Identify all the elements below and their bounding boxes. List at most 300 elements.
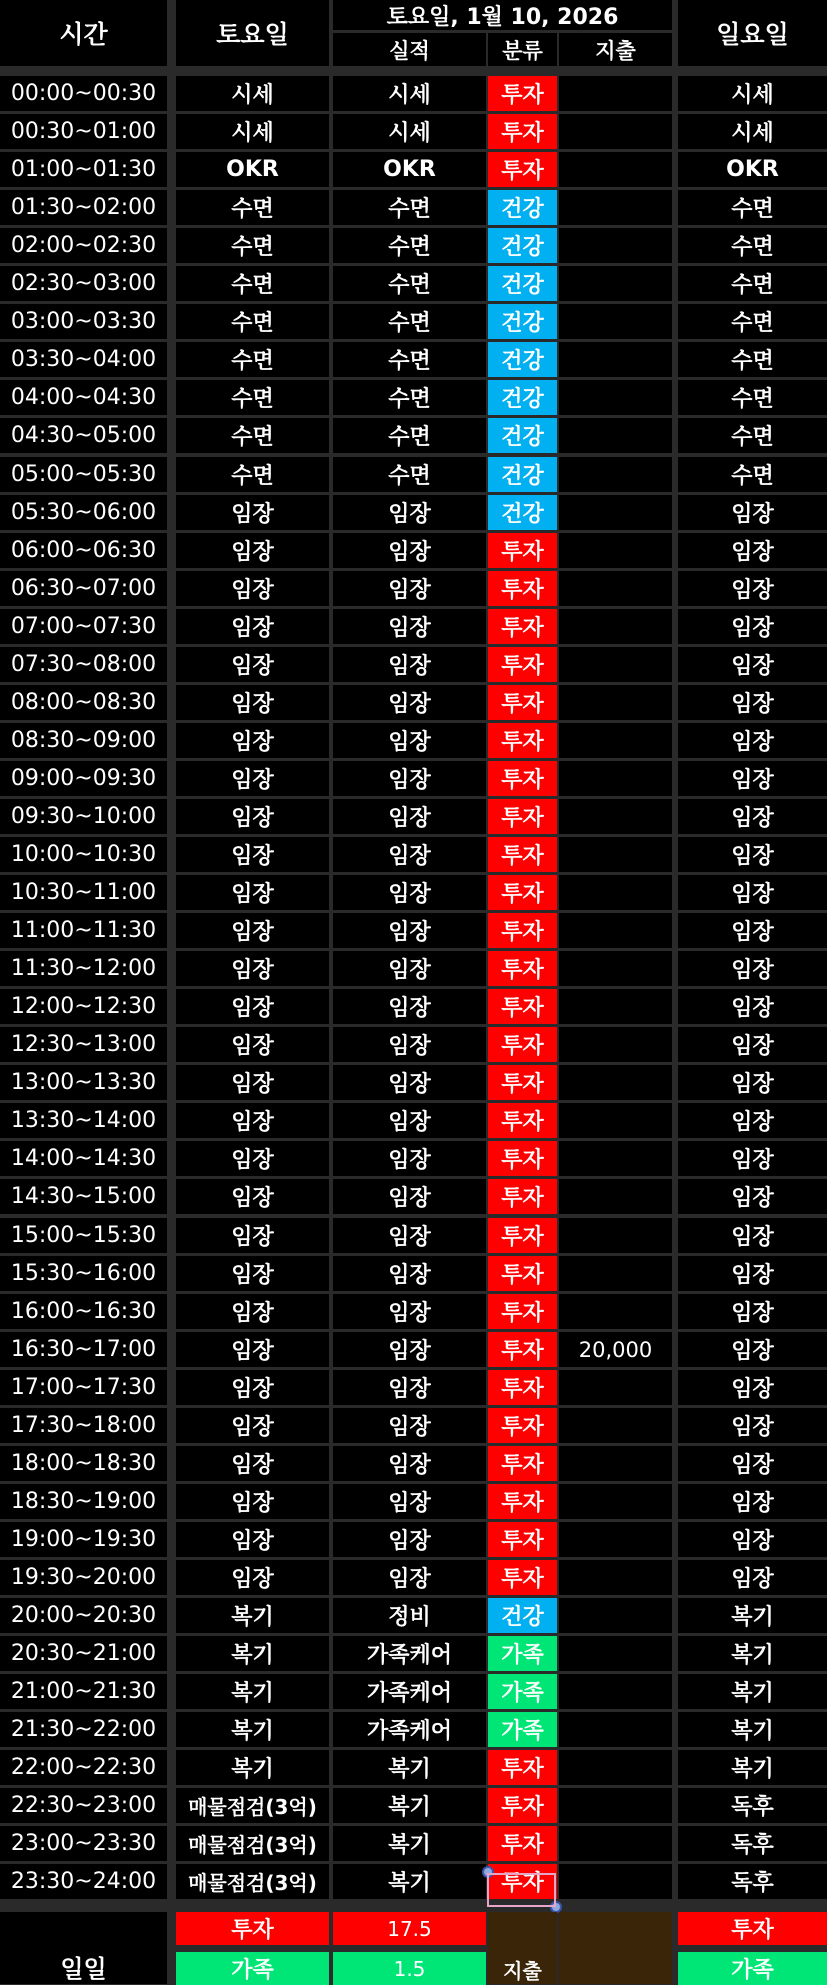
actual-cell[interactable]: 임장 [333, 533, 486, 568]
spending-cell[interactable] [559, 647, 672, 682]
category-tag[interactable]: 투자 [488, 609, 557, 644]
sunday-plan-cell[interactable]: 임장 [678, 1332, 827, 1367]
saturday-plan-cell[interactable]: 임장 [176, 533, 329, 568]
spending-cell[interactable] [559, 342, 672, 377]
saturday-plan-cell[interactable]: 임장 [176, 1179, 329, 1214]
actual-cell[interactable]: 복기 [333, 1788, 486, 1823]
time-slot: 18:00~18:30 [0, 1446, 167, 1481]
saturday-plan-cell[interactable]: 임장 [176, 1065, 329, 1100]
saturday-plan-cell[interactable]: 수면 [176, 304, 329, 339]
spending-cell[interactable]: 20,000 [559, 1332, 672, 1367]
sunday-plan-cell[interactable]: 임장 [678, 723, 827, 758]
category-tag[interactable]: 투자 [488, 1256, 557, 1291]
saturday-plan-cell[interactable]: 임장 [176, 685, 329, 720]
spending-cell[interactable] [559, 1674, 672, 1709]
header-date: 토요일, 1월 10, 2026 [333, 0, 672, 30]
spending-cell[interactable] [559, 1750, 672, 1785]
sunday-plan-cell[interactable]: 임장 [678, 571, 827, 606]
sunday-plan-cell[interactable]: 복기 [678, 1674, 827, 1709]
sunday-plan-cell[interactable]: 임장 [678, 875, 827, 910]
spending-cell[interactable] [559, 152, 672, 187]
sunday-plan-cell[interactable]: 독후 [678, 1788, 827, 1823]
time-slot: 21:00~21:30 [0, 1674, 167, 1709]
actual-cell[interactable]: 수면 [333, 418, 486, 453]
category-tag[interactable]: 투자 [488, 1218, 557, 1253]
time-slot: 04:00~04:30 [0, 380, 167, 415]
spending-cell[interactable] [559, 380, 672, 415]
time-slot: 02:00~02:30 [0, 228, 167, 263]
saturday-plan-cell[interactable]: 수면 [176, 228, 329, 263]
saturday-plan-cell[interactable]: 복기 [176, 1598, 329, 1633]
actual-cell[interactable]: 임장 [333, 1408, 486, 1443]
spending-cell[interactable] [559, 266, 672, 301]
spending-cell[interactable] [559, 723, 672, 758]
summary-sunday-tag: 투자 [678, 1912, 827, 1945]
saturday-plan-cell[interactable]: 임장 [176, 1294, 329, 1329]
time-slot: 16:30~17:00 [0, 1332, 167, 1367]
time-slot: 06:00~06:30 [0, 533, 167, 568]
time-slot: 11:00~11:30 [0, 913, 167, 948]
actual-cell[interactable]: 임장 [333, 495, 486, 530]
sunday-plan-cell[interactable]: 임장 [678, 1027, 827, 1062]
time-slot: 00:30~01:00 [0, 114, 167, 149]
spending-cell[interactable] [559, 228, 672, 263]
time-slot: 03:30~04:00 [0, 342, 167, 377]
spending-cell[interactable] [559, 457, 672, 492]
category-tag[interactable]: 투자 [488, 761, 557, 796]
sunday-plan-cell[interactable]: 임장 [678, 837, 827, 872]
header-saturday: 토요일 [176, 0, 329, 66]
summary-actual-value: 1.5 [333, 1952, 486, 1985]
sunday-plan-cell[interactable]: 임장 [678, 1141, 827, 1176]
saturday-plan-cell[interactable]: 복기 [176, 1712, 329, 1747]
actual-cell[interactable]: 가족케어 [333, 1636, 486, 1671]
time-slot: 22:00~22:30 [0, 1750, 167, 1785]
spending-cell[interactable] [559, 1788, 672, 1823]
category-tag[interactable]: 투자 [488, 647, 557, 682]
sunday-plan-cell[interactable]: 임장 [678, 1446, 827, 1481]
category-tag[interactable]: 투자 [488, 799, 557, 834]
saturday-plan-cell[interactable]: 임장 [176, 913, 329, 948]
sunday-plan-cell[interactable]: 임장 [678, 913, 827, 948]
category-tag[interactable]: 투자 [488, 1560, 557, 1595]
spending-cell[interactable] [559, 609, 672, 644]
sunday-plan-cell[interactable]: 복기 [678, 1636, 827, 1671]
saturday-plan-cell[interactable]: 수면 [176, 266, 329, 301]
actual-cell[interactable]: 임장 [333, 875, 486, 910]
category-tag[interactable]: 투자 [488, 1141, 557, 1176]
category-tag[interactable]: 투자 [488, 1065, 557, 1100]
header-spending: 지출 [559, 33, 672, 66]
actual-cell[interactable]: 임장 [333, 1256, 486, 1291]
category-tag[interactable]: 건강 [488, 495, 557, 530]
category-tag[interactable]: 투자 [488, 1522, 557, 1557]
time-slot: 13:30~14:00 [0, 1103, 167, 1138]
spending-cell[interactable] [559, 1446, 672, 1481]
sunday-plan-cell[interactable]: 수면 [678, 418, 827, 453]
sunday-plan-cell[interactable]: 임장 [678, 1065, 827, 1100]
spending-cell[interactable] [559, 1065, 672, 1100]
category-tag[interactable]: 투자 [488, 1370, 557, 1405]
sunday-plan-cell[interactable]: 복기 [678, 1750, 827, 1785]
sunday-plan-cell[interactable]: 시세 [678, 76, 827, 111]
category-tag[interactable]: 투자 [488, 76, 557, 111]
saturday-plan-cell[interactable]: 임장 [176, 1408, 329, 1443]
time-slot: 23:00~23:30 [0, 1826, 167, 1861]
actual-cell[interactable]: 임장 [333, 989, 486, 1024]
time-slot: 14:00~14:30 [0, 1141, 167, 1176]
category-tag[interactable]: 건강 [488, 266, 557, 301]
summary-saturday-tag: 가족 [176, 1952, 329, 1985]
sunday-plan-cell[interactable]: 수면 [678, 190, 827, 225]
category-tag[interactable]: 건강 [488, 304, 557, 339]
category-tag[interactable]: 투자 [488, 1332, 557, 1367]
saturday-plan-cell[interactable]: 임장 [176, 647, 329, 682]
actual-cell[interactable]: 정비 [333, 1598, 486, 1633]
spending-cell[interactable] [559, 799, 672, 834]
actual-cell[interactable]: 임장 [333, 647, 486, 682]
actual-cell[interactable]: 시세 [333, 76, 486, 111]
saturday-plan-cell[interactable]: 임장 [176, 723, 329, 758]
sunday-plan-cell[interactable]: 독후 [678, 1864, 827, 1899]
saturday-plan-cell[interactable]: 임장 [176, 875, 329, 910]
cell-selection [487, 1873, 556, 1907]
actual-cell[interactable]: 임장 [333, 837, 486, 872]
header-actual: 실적 [333, 33, 486, 66]
spending-cell[interactable] [559, 951, 672, 986]
saturday-plan-cell[interactable]: 임장 [176, 799, 329, 834]
category-tag[interactable]: 투자 [488, 1864, 557, 1899]
actual-cell[interactable]: 임장 [333, 1332, 486, 1367]
saturday-plan-cell[interactable]: 수면 [176, 380, 329, 415]
spending-cell[interactable] [559, 1294, 672, 1329]
sunday-plan-cell[interactable]: 수면 [678, 266, 827, 301]
spending-cell[interactable] [559, 1218, 672, 1253]
category-tag[interactable]: 투자 [488, 1103, 557, 1138]
spending-cell[interactable] [559, 989, 672, 1024]
category-tag[interactable]: 투자 [488, 989, 557, 1024]
saturday-plan-cell[interactable]: 임장 [176, 1218, 329, 1253]
spending-cell[interactable] [559, 1826, 672, 1861]
spending-cell[interactable] [559, 1598, 672, 1633]
saturday-plan-cell[interactable]: 임장 [176, 761, 329, 796]
spending-cell[interactable] [559, 875, 672, 910]
category-tag[interactable]: 투자 [488, 1446, 557, 1481]
spending-cell[interactable] [559, 304, 672, 339]
sunday-plan-cell[interactable]: 수면 [678, 342, 827, 377]
sunday-plan-cell[interactable]: 임장 [678, 951, 827, 986]
sunday-plan-cell[interactable]: 수면 [678, 457, 827, 492]
sunday-plan-cell[interactable]: 독후 [678, 1826, 827, 1861]
category-tag[interactable]: 투자 [488, 1484, 557, 1519]
time-slot: 20:00~20:30 [0, 1598, 167, 1633]
time-slot: 19:00~19:30 [0, 1522, 167, 1557]
time-slot: 15:30~16:00 [0, 1256, 167, 1291]
category-tag[interactable]: 건강 [488, 228, 557, 263]
sunday-plan-cell[interactable]: 임장 [678, 609, 827, 644]
sunday-plan-cell[interactable]: OKR [678, 152, 827, 187]
category-tag[interactable]: 가족 [488, 1674, 557, 1709]
actual-cell[interactable]: 임장 [333, 761, 486, 796]
spending-cell[interactable] [559, 1027, 672, 1062]
actual-cell[interactable]: 임장 [333, 1179, 486, 1214]
actual-cell[interactable]: 임장 [333, 1141, 486, 1176]
actual-cell[interactable]: 임장 [333, 1103, 486, 1138]
saturday-plan-cell[interactable]: 임장 [176, 1141, 329, 1176]
category-tag[interactable]: 가족 [488, 1712, 557, 1747]
category-tag[interactable]: 투자 [488, 913, 557, 948]
time-slot: 16:00~16:30 [0, 1294, 167, 1329]
time-slot: 21:30~22:00 [0, 1712, 167, 1747]
spending-cell[interactable] [559, 1408, 672, 1443]
actual-cell[interactable]: 임장 [333, 1370, 486, 1405]
sunday-plan-cell[interactable]: 수면 [678, 228, 827, 263]
header-time: 시간 [0, 0, 167, 66]
saturday-plan-cell[interactable]: 임장 [176, 837, 329, 872]
actual-cell[interactable]: 시세 [333, 114, 486, 149]
actual-cell[interactable]: 임장 [333, 723, 486, 758]
sunday-plan-cell[interactable]: 임장 [678, 1103, 827, 1138]
summary-spending-total: 지출 [488, 1912, 557, 1984]
time-slot: 06:30~07:00 [0, 571, 167, 606]
category-tag[interactable]: 투자 [488, 114, 557, 149]
spending-cell[interactable] [559, 761, 672, 796]
sunday-plan-cell[interactable]: 임장 [678, 1256, 827, 1291]
spending-cell[interactable] [559, 1370, 672, 1405]
saturday-plan-cell[interactable]: 임장 [176, 1027, 329, 1062]
category-tag[interactable]: 투자 [488, 1826, 557, 1861]
actual-cell[interactable]: 임장 [333, 1446, 486, 1481]
saturday-plan-cell[interactable]: 매물점검(3억) [176, 1788, 329, 1823]
time-slot: 23:30~24:00 [0, 1864, 167, 1899]
actual-cell[interactable]: 임장 [333, 1294, 486, 1329]
spending-cell[interactable] [559, 1560, 672, 1595]
time-slot: 10:30~11:00 [0, 875, 167, 910]
spending-cell[interactable] [559, 1484, 672, 1519]
saturday-plan-cell[interactable]: 임장 [176, 1256, 329, 1291]
spending-cell[interactable] [559, 495, 672, 530]
actual-cell[interactable]: 복기 [333, 1864, 486, 1899]
spending-cell[interactable] [559, 685, 672, 720]
sunday-plan-cell[interactable]: 임장 [678, 799, 827, 834]
spending-cell[interactable] [559, 837, 672, 872]
actual-cell[interactable]: 수면 [333, 266, 486, 301]
time-slot: 22:30~23:00 [0, 1788, 167, 1823]
actual-cell[interactable]: 복기 [333, 1750, 486, 1785]
saturday-plan-cell[interactable]: 수면 [176, 418, 329, 453]
sunday-plan-cell[interactable]: 임장 [678, 761, 827, 796]
sunday-plan-cell[interactable]: 임장 [678, 647, 827, 682]
spending-cell[interactable] [559, 1712, 672, 1747]
time-slot: 14:30~15:00 [0, 1179, 167, 1214]
actual-cell[interactable]: 가족케어 [333, 1674, 486, 1709]
saturday-plan-cell[interactable]: 임장 [176, 1446, 329, 1481]
sunday-plan-cell[interactable]: 임장 [678, 1484, 827, 1519]
summary-label: 일일 [0, 1912, 167, 1984]
saturday-plan-cell[interactable]: 임장 [176, 1103, 329, 1138]
time-slot: 11:30~12:00 [0, 951, 167, 986]
actual-cell[interactable]: 임장 [333, 571, 486, 606]
spending-cell[interactable] [559, 571, 672, 606]
summary-spending-total-value [559, 1912, 672, 1984]
sunday-plan-cell[interactable]: 수면 [678, 304, 827, 339]
category-tag[interactable]: 투자 [488, 571, 557, 606]
actual-cell[interactable]: 임장 [333, 1522, 486, 1557]
saturday-plan-cell[interactable]: 임장 [176, 1332, 329, 1367]
time-slot: 05:30~06:00 [0, 495, 167, 530]
actual-cell[interactable]: 가족케어 [333, 1712, 486, 1747]
saturday-plan-cell[interactable]: 수면 [176, 342, 329, 377]
actual-cell[interactable]: 임장 [333, 799, 486, 834]
saturday-plan-cell[interactable]: 임장 [176, 609, 329, 644]
saturday-plan-cell[interactable]: 매물점검(3억) [176, 1826, 329, 1861]
time-slot: 13:00~13:30 [0, 1065, 167, 1100]
sunday-plan-cell[interactable]: 임장 [678, 1179, 827, 1214]
saturday-plan-cell[interactable]: 임장 [176, 989, 329, 1024]
sunday-plan-cell[interactable]: 임장 [678, 1370, 827, 1405]
actual-cell[interactable]: 복기 [333, 1826, 486, 1861]
actual-cell[interactable]: 임장 [333, 1484, 486, 1519]
sunday-plan-cell[interactable]: 임장 [678, 495, 827, 530]
spending-cell[interactable] [559, 1256, 672, 1291]
category-tag[interactable]: 투자 [488, 685, 557, 720]
sunday-plan-cell[interactable]: 시세 [678, 114, 827, 149]
header-sunday: 일요일 [678, 0, 827, 66]
category-tag[interactable]: 투자 [488, 1027, 557, 1062]
saturday-plan-cell[interactable]: 임장 [176, 495, 329, 530]
actual-cell[interactable]: 수면 [333, 380, 486, 415]
saturday-plan-cell[interactable]: 수면 [176, 190, 329, 225]
time-slot: 07:30~08:00 [0, 647, 167, 682]
time-slot: 02:30~03:00 [0, 266, 167, 301]
saturday-plan-cell[interactable]: 수면 [176, 457, 329, 492]
header-category: 분류 [488, 33, 557, 66]
actual-cell[interactable]: 임장 [333, 951, 486, 986]
sunday-plan-cell[interactable]: 임장 [678, 1218, 827, 1253]
category-tag[interactable]: 가족 [488, 1636, 557, 1671]
saturday-plan-cell[interactable]: 시세 [176, 114, 329, 149]
actual-cell[interactable]: 수면 [333, 228, 486, 263]
spending-cell[interactable] [559, 1179, 672, 1214]
time-slot: 03:00~03:30 [0, 304, 167, 339]
actual-cell[interactable]: 임장 [333, 685, 486, 720]
saturday-plan-cell[interactable]: 매물점검(3억) [176, 1864, 329, 1899]
spending-cell[interactable] [559, 533, 672, 568]
saturday-plan-cell[interactable]: 임장 [176, 1370, 329, 1405]
actual-cell[interactable]: 임장 [333, 609, 486, 644]
category-tag[interactable]: 투자 [488, 1294, 557, 1329]
category-tag[interactable]: 투자 [488, 951, 557, 986]
time-slot: 01:30~02:00 [0, 190, 167, 225]
time-slot: 07:00~07:30 [0, 609, 167, 644]
actual-cell[interactable]: 수면 [333, 342, 486, 377]
actual-cell[interactable]: 수면 [333, 304, 486, 339]
category-tag[interactable]: 투자 [488, 875, 557, 910]
actual-cell[interactable]: 임장 [333, 1218, 486, 1253]
category-tag[interactable]: 투자 [488, 1179, 557, 1214]
sunday-plan-cell[interactable]: 임장 [678, 1560, 827, 1595]
sunday-plan-cell[interactable]: 임장 [678, 989, 827, 1024]
actual-cell[interactable]: 임장 [333, 913, 486, 948]
time-slot: 12:00~12:30 [0, 989, 167, 1024]
actual-cell[interactable]: OKR [333, 152, 486, 187]
category-tag[interactable]: 투자 [488, 152, 557, 187]
category-tag[interactable]: 건강 [488, 457, 557, 492]
actual-cell[interactable]: 임장 [333, 1560, 486, 1595]
saturday-plan-cell[interactable]: 임장 [176, 1484, 329, 1519]
spending-cell[interactable] [559, 76, 672, 111]
saturday-plan-cell[interactable]: 임장 [176, 1560, 329, 1595]
sunday-plan-cell[interactable]: 수면 [678, 380, 827, 415]
category-tag[interactable]: 건강 [488, 342, 557, 377]
category-tag[interactable]: 투자 [488, 1408, 557, 1443]
actual-cell[interactable]: 임장 [333, 1065, 486, 1100]
actual-cell[interactable]: 수면 [333, 457, 486, 492]
time-slot: 04:30~05:00 [0, 418, 167, 453]
saturday-plan-cell[interactable]: OKR [176, 152, 329, 187]
time-slot: 12:30~13:00 [0, 1027, 167, 1062]
saturday-plan-cell[interactable]: 임장 [176, 951, 329, 986]
saturday-plan-cell[interactable]: 복기 [176, 1750, 329, 1785]
time-slot: 00:00~00:30 [0, 76, 167, 111]
category-tag[interactable]: 건강 [488, 190, 557, 225]
saturday-plan-cell[interactable]: 임장 [176, 1522, 329, 1557]
category-tag[interactable]: 투자 [488, 1788, 557, 1823]
sunday-plan-cell[interactable]: 임장 [678, 1408, 827, 1443]
actual-cell[interactable]: 수면 [333, 190, 486, 225]
category-tag[interactable]: 건강 [488, 380, 557, 415]
sunday-plan-cell[interactable]: 복기 [678, 1598, 827, 1633]
saturday-plan-cell[interactable]: 복기 [176, 1636, 329, 1671]
spending-cell[interactable] [559, 1864, 672, 1899]
sunday-plan-cell[interactable]: 임장 [678, 533, 827, 568]
time-slot: 18:30~19:00 [0, 1484, 167, 1519]
spending-cell[interactable] [559, 190, 672, 225]
spending-cell[interactable] [559, 1141, 672, 1176]
time-slot: 09:00~09:30 [0, 761, 167, 796]
sunday-plan-cell[interactable]: 임장 [678, 685, 827, 720]
spending-cell[interactable] [559, 1636, 672, 1671]
spending-cell[interactable] [559, 1103, 672, 1138]
saturday-plan-cell[interactable]: 시세 [176, 76, 329, 111]
category-tag[interactable]: 투자 [488, 723, 557, 758]
saturday-plan-cell[interactable]: 임장 [176, 571, 329, 606]
actual-cell[interactable]: 임장 [333, 1027, 486, 1062]
category-tag[interactable]: 건강 [488, 1598, 557, 1633]
spending-cell[interactable] [559, 1522, 672, 1557]
time-slot: 20:30~21:00 [0, 1636, 167, 1671]
time-slot: 09:30~10:00 [0, 799, 167, 834]
time-slot: 05:00~05:30 [0, 457, 167, 492]
time-slot: 08:30~09:00 [0, 723, 167, 758]
sunday-plan-cell[interactable]: 복기 [678, 1712, 827, 1747]
time-slot: 08:00~08:30 [0, 685, 167, 720]
sunday-plan-cell[interactable]: 임장 [678, 1522, 827, 1557]
category-tag[interactable]: 투자 [488, 1750, 557, 1785]
category-tag[interactable]: 투자 [488, 533, 557, 568]
summary-saturday-tag: 투자 [176, 1912, 329, 1945]
saturday-plan-cell[interactable]: 복기 [176, 1674, 329, 1709]
category-tag[interactable]: 투자 [488, 837, 557, 872]
category-tag[interactable]: 건강 [488, 418, 557, 453]
time-slot: 17:30~18:00 [0, 1408, 167, 1443]
spending-cell[interactable] [559, 913, 672, 948]
spending-cell[interactable] [559, 114, 672, 149]
time-slot: 10:00~10:30 [0, 837, 167, 872]
sunday-plan-cell[interactable]: 임장 [678, 1294, 827, 1329]
time-slot: 17:00~17:30 [0, 1370, 167, 1405]
spending-cell[interactable] [559, 418, 672, 453]
